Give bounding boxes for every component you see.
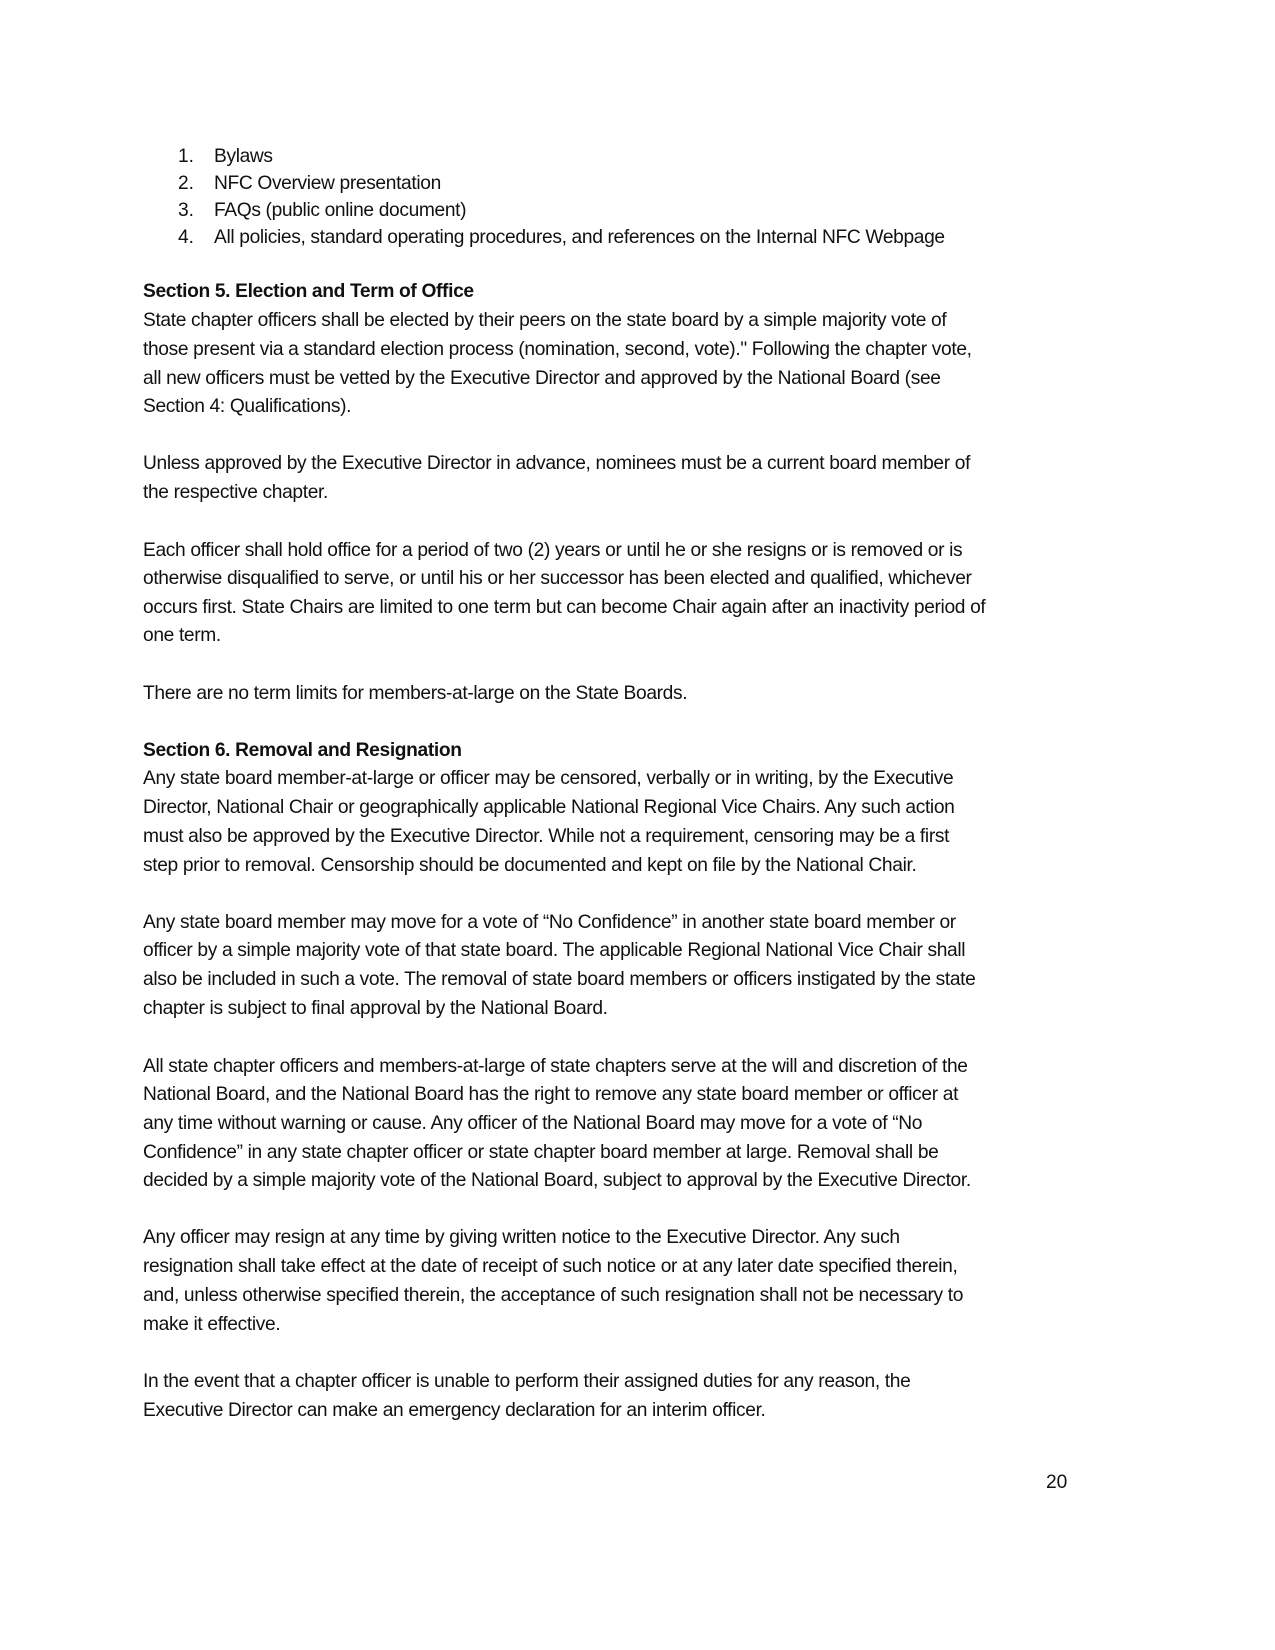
paragraph-line: resignation shall take effect at the date of receipt of such notice or at any later date specified therein,	[143, 1256, 958, 1277]
paragraph-line: make it effective.	[143, 1314, 281, 1335]
paragraph-line: chapter is subject to final approval by the National Board.	[143, 998, 608, 1019]
paragraph-line: National Board, and the National Board has the right to remove any state board member or officer at	[143, 1084, 959, 1105]
section-heading: Section 6. Removal and Resignation	[143, 740, 462, 761]
paragraph-line: Confidence” in any state chapter officer or state chapter board member at large. Removal shall be	[143, 1142, 939, 1163]
list-item-number: 4.	[178, 227, 195, 248]
paragraph-line: Any state board member may move for a vote of “No Confidence” in another state board member or	[143, 912, 956, 933]
paragraph-line: and, unless otherwise specified therein, the acceptance of such resignation shall not be necessary to	[143, 1285, 964, 1306]
paragraph-line: Executive Director can make an emergency declaration for an interim officer.	[143, 1400, 766, 1421]
list-item: NFC Overview presentation	[214, 173, 441, 194]
paragraph-line: Each officer shall hold office for a period of two (2) years or until he or she resigns or is removed or is	[143, 540, 963, 561]
list-item-number: 3.	[178, 200, 195, 221]
paragraph-line: must also be approved by the Executive Director. While not a requirement, censoring may be a first	[143, 826, 950, 847]
paragraph-line: Director, National Chair or geographically applicable National Regional Vice Chairs. Any such action	[143, 797, 955, 818]
paragraph-line: Section 4: Qualifications).	[143, 396, 352, 417]
paragraph-line: All state chapter officers and members-at-large of state chapters serve at the will and discretion of the	[143, 1056, 968, 1077]
paragraph-line: There are no term limits for members-at-large on the State Boards.	[143, 683, 688, 704]
list-item: All policies, standard operating procedures, and references on the Internal NFC Webpage	[214, 227, 945, 248]
paragraph-line: Any state board member-at-large or officer may be censored, verbally or in writing, by the Executive	[143, 768, 954, 789]
paragraph-line: Any officer may resign at any time by giving written notice to the Executive Director. Any such	[143, 1227, 900, 1248]
paragraph-line: Unless approved by the Executive Director in advance, nominees must be a current board member of	[143, 453, 971, 474]
paragraph-line: otherwise disqualified to serve, or until his or her successor has been elected and qualified, whichever	[143, 568, 972, 589]
paragraph-line: one term.	[143, 625, 221, 646]
page-number: 20	[1046, 1472, 1068, 1493]
list-item-number: 1.	[178, 146, 195, 167]
list-item-number: 2.	[178, 173, 195, 194]
paragraph-line: all new officers must be vetted by the Executive Director and approved by the National Board (see	[143, 368, 941, 389]
paragraph-line: State chapter officers shall be elected by their peers on the state board by a simple majority vote of	[143, 310, 947, 331]
paragraph-line: decided by a simple majority vote of the National Board, subject to approval by the Executive Director.	[143, 1170, 971, 1191]
paragraph-line: step prior to removal. Censorship should be documented and kept on file by the National Chair.	[143, 855, 917, 876]
paragraph-line: those present via a standard election process (nomination, second, vote)." Following the chapter vote,	[143, 339, 972, 360]
section-heading: Section 5. Election and Term of Office	[143, 281, 474, 302]
paragraph-line: occurs first. State Chairs are limited to one term but can become Chair again after an inactivity period of	[143, 597, 986, 618]
paragraph-line: also be included in such a vote. The removal of state board members or officers instigated by the state	[143, 969, 976, 990]
paragraph-line: the respective chapter.	[143, 482, 329, 503]
paragraph-line: In the event that a chapter officer is unable to perform their assigned duties for any reason, the	[143, 1371, 911, 1392]
list-item: Bylaws	[214, 146, 273, 167]
paragraph-line: officer by a simple majority vote of that state board. The applicable Regional National Vice Chair shall	[143, 940, 966, 961]
paragraph-line: any time without warning or cause. Any officer of the National Board may move for a vote of “No	[143, 1113, 923, 1134]
list-item: FAQs (public online document)	[214, 200, 467, 221]
